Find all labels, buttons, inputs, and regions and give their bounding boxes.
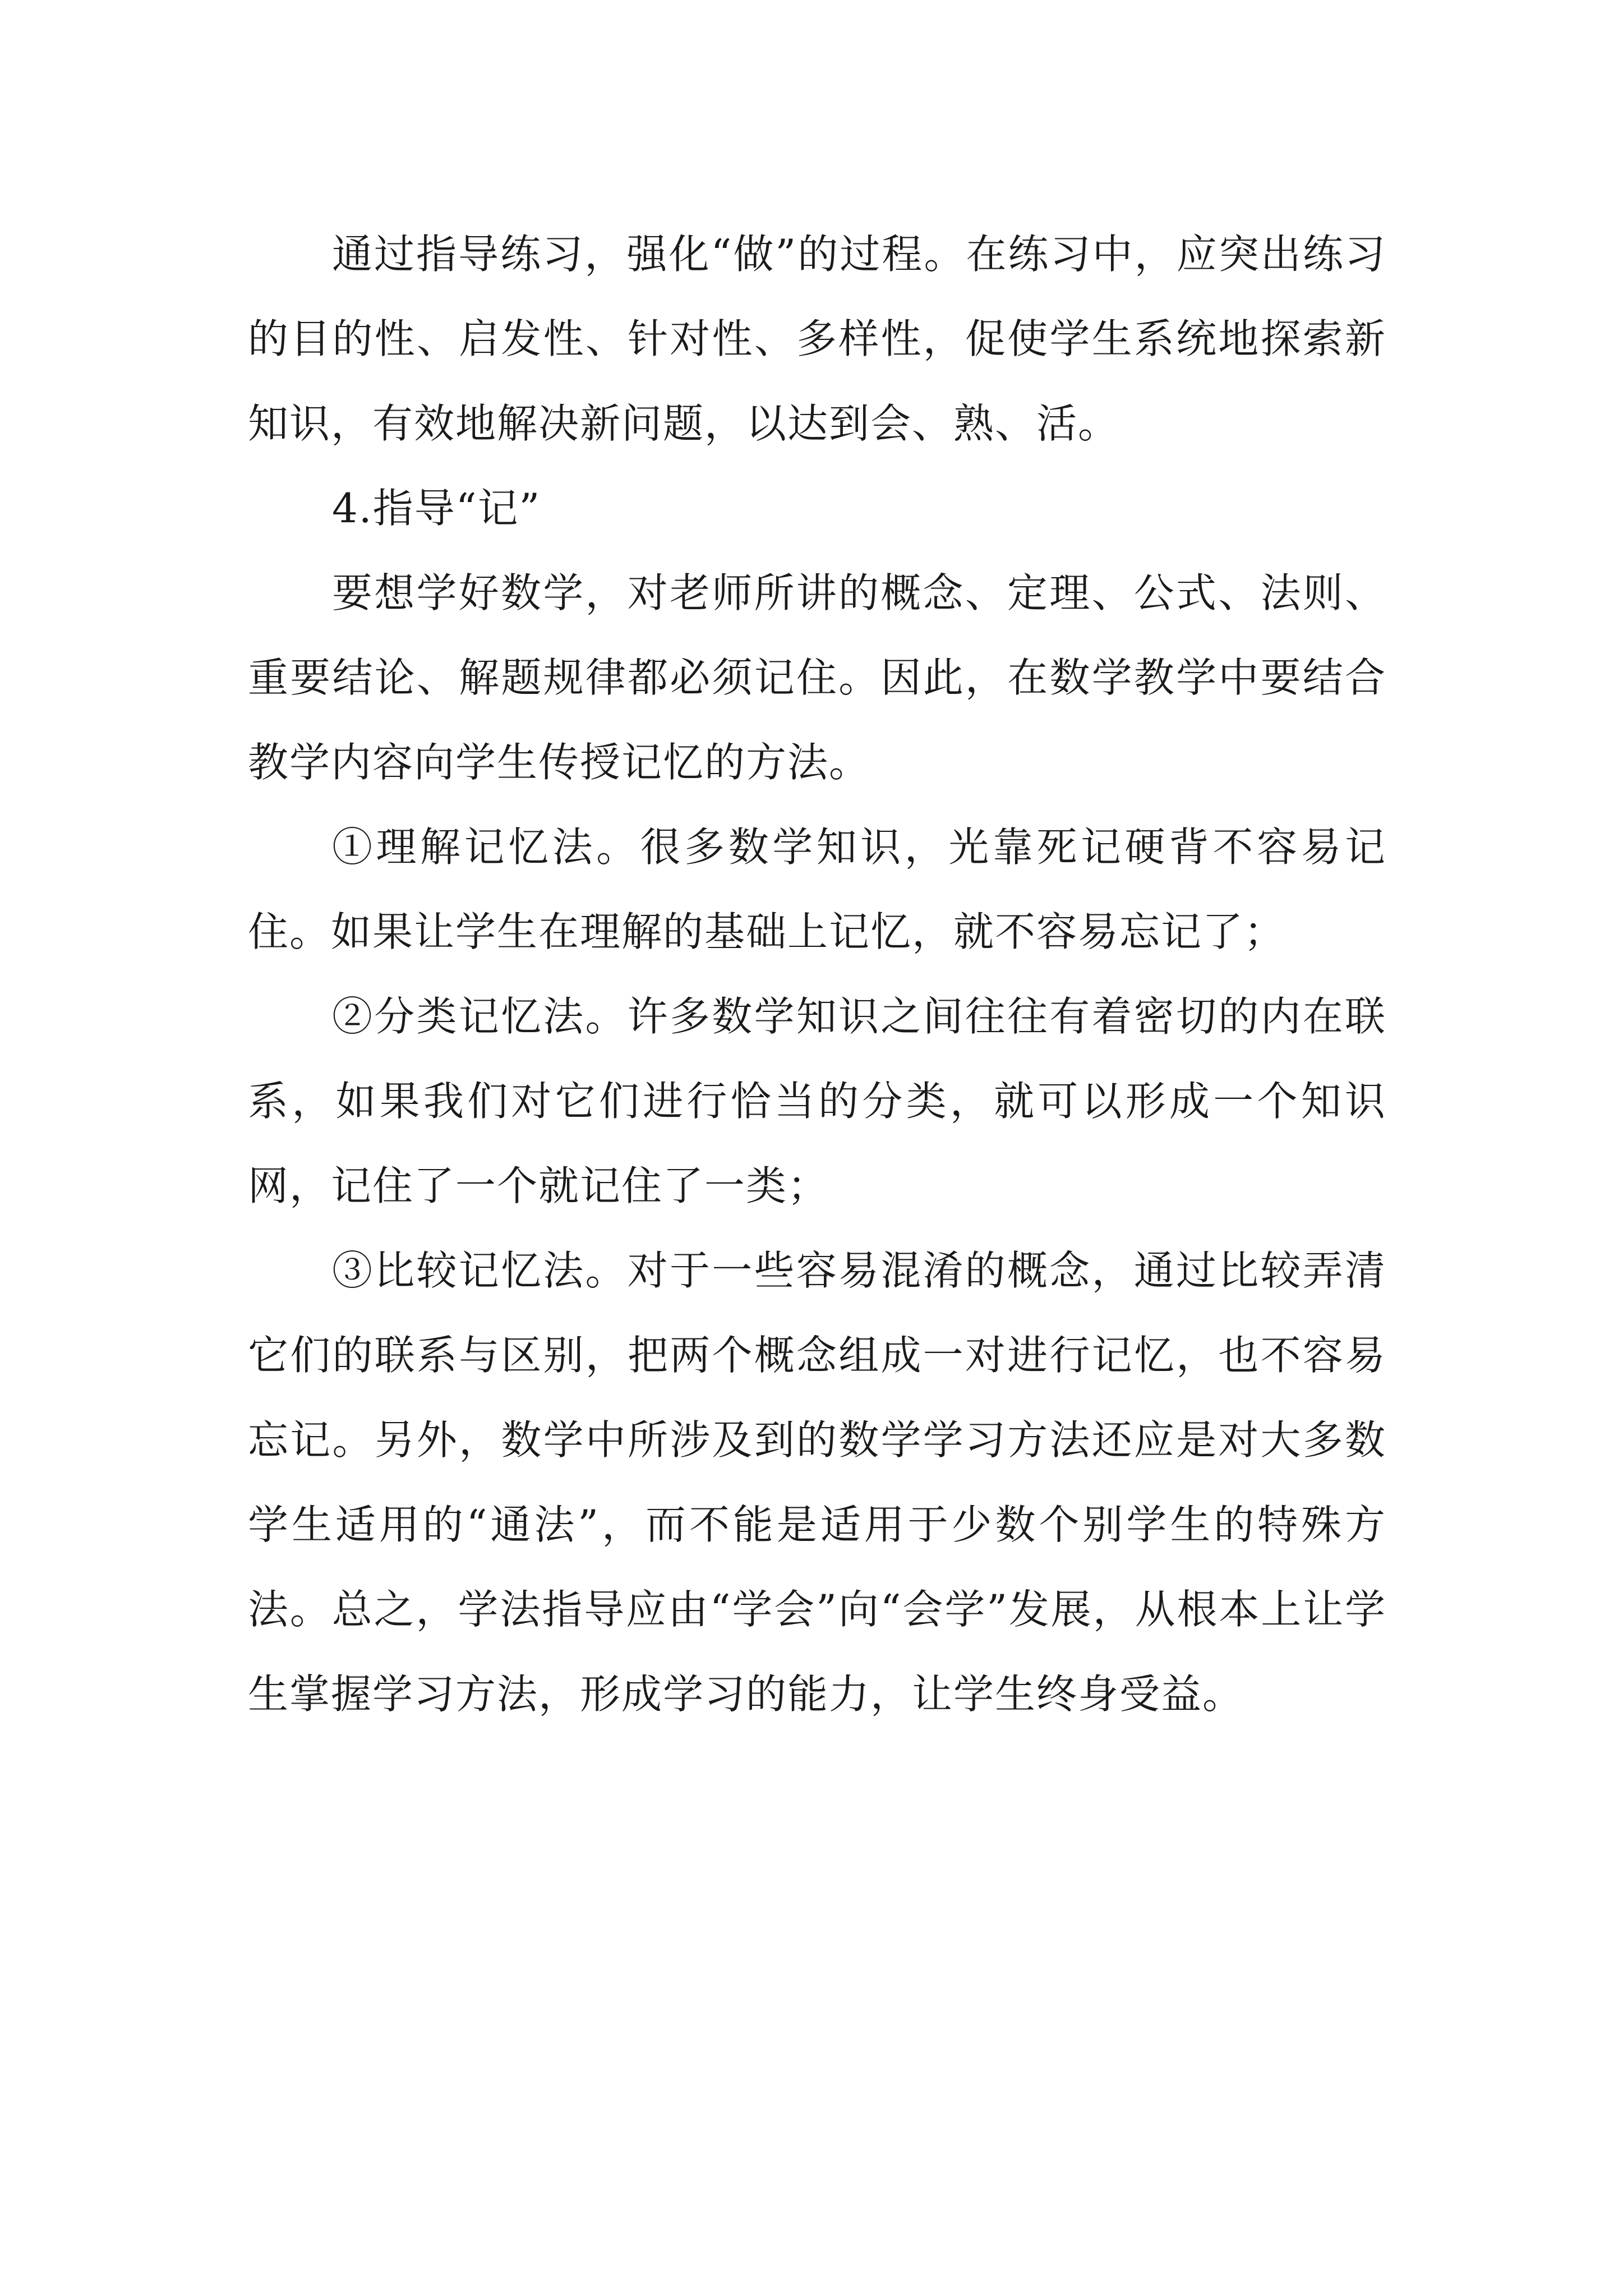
paragraph-memory-intro: 要想学好数学，对老师所讲的概念、定理、公式、法则、重要结论、解题规律都必须记住。因此，在数学教学中要结合教学内容向学生传授记忆的方法。: [248, 569, 1386, 786]
paragraph-practice-guidance: 通过指导练习，强化“做”的过程。在练习中，应突出练习的目的性、启发性、针对性、多样性，促使学生系统地探索新知识，有效地解决新问题，以达到会、熟、活。: [248, 231, 1386, 447]
section-heading-memory: 4.指导“记”: [332, 485, 541, 532]
paragraph-understanding-memory: ①理解记忆法。很多数学知识，光靠死记硬背不容易记住。如果让学生在理解的基础上记忆，就不容易忘记了；: [248, 823, 1386, 955]
paragraph-comparison-memory: ③比较记忆法。对于一些容易混淆的概念，通过比较弄清它们的联系与区别，把两个概念组成一对进行记忆，也不容易忘记。另外，数学中所涉及到的数学学习方法还应是对大多数学生适用的“通法”，而不能是适用于少数个别学生的特殊方法。总之，学法指导应由“学会”向“会学”发展，从根本上让学生掌握学习方法，形成学习的能力，让学生终身受益。: [248, 1247, 1386, 1718]
body-text: [248, 212, 1386, 1737]
paragraph-classification-memory: ②分类记忆法。许多数学知识之间往往有着密切的内在联系，如果我们对它们进行恰当的分类，就可以形成一个知识网，记住了一个就记住了一类；: [248, 993, 1386, 1209]
